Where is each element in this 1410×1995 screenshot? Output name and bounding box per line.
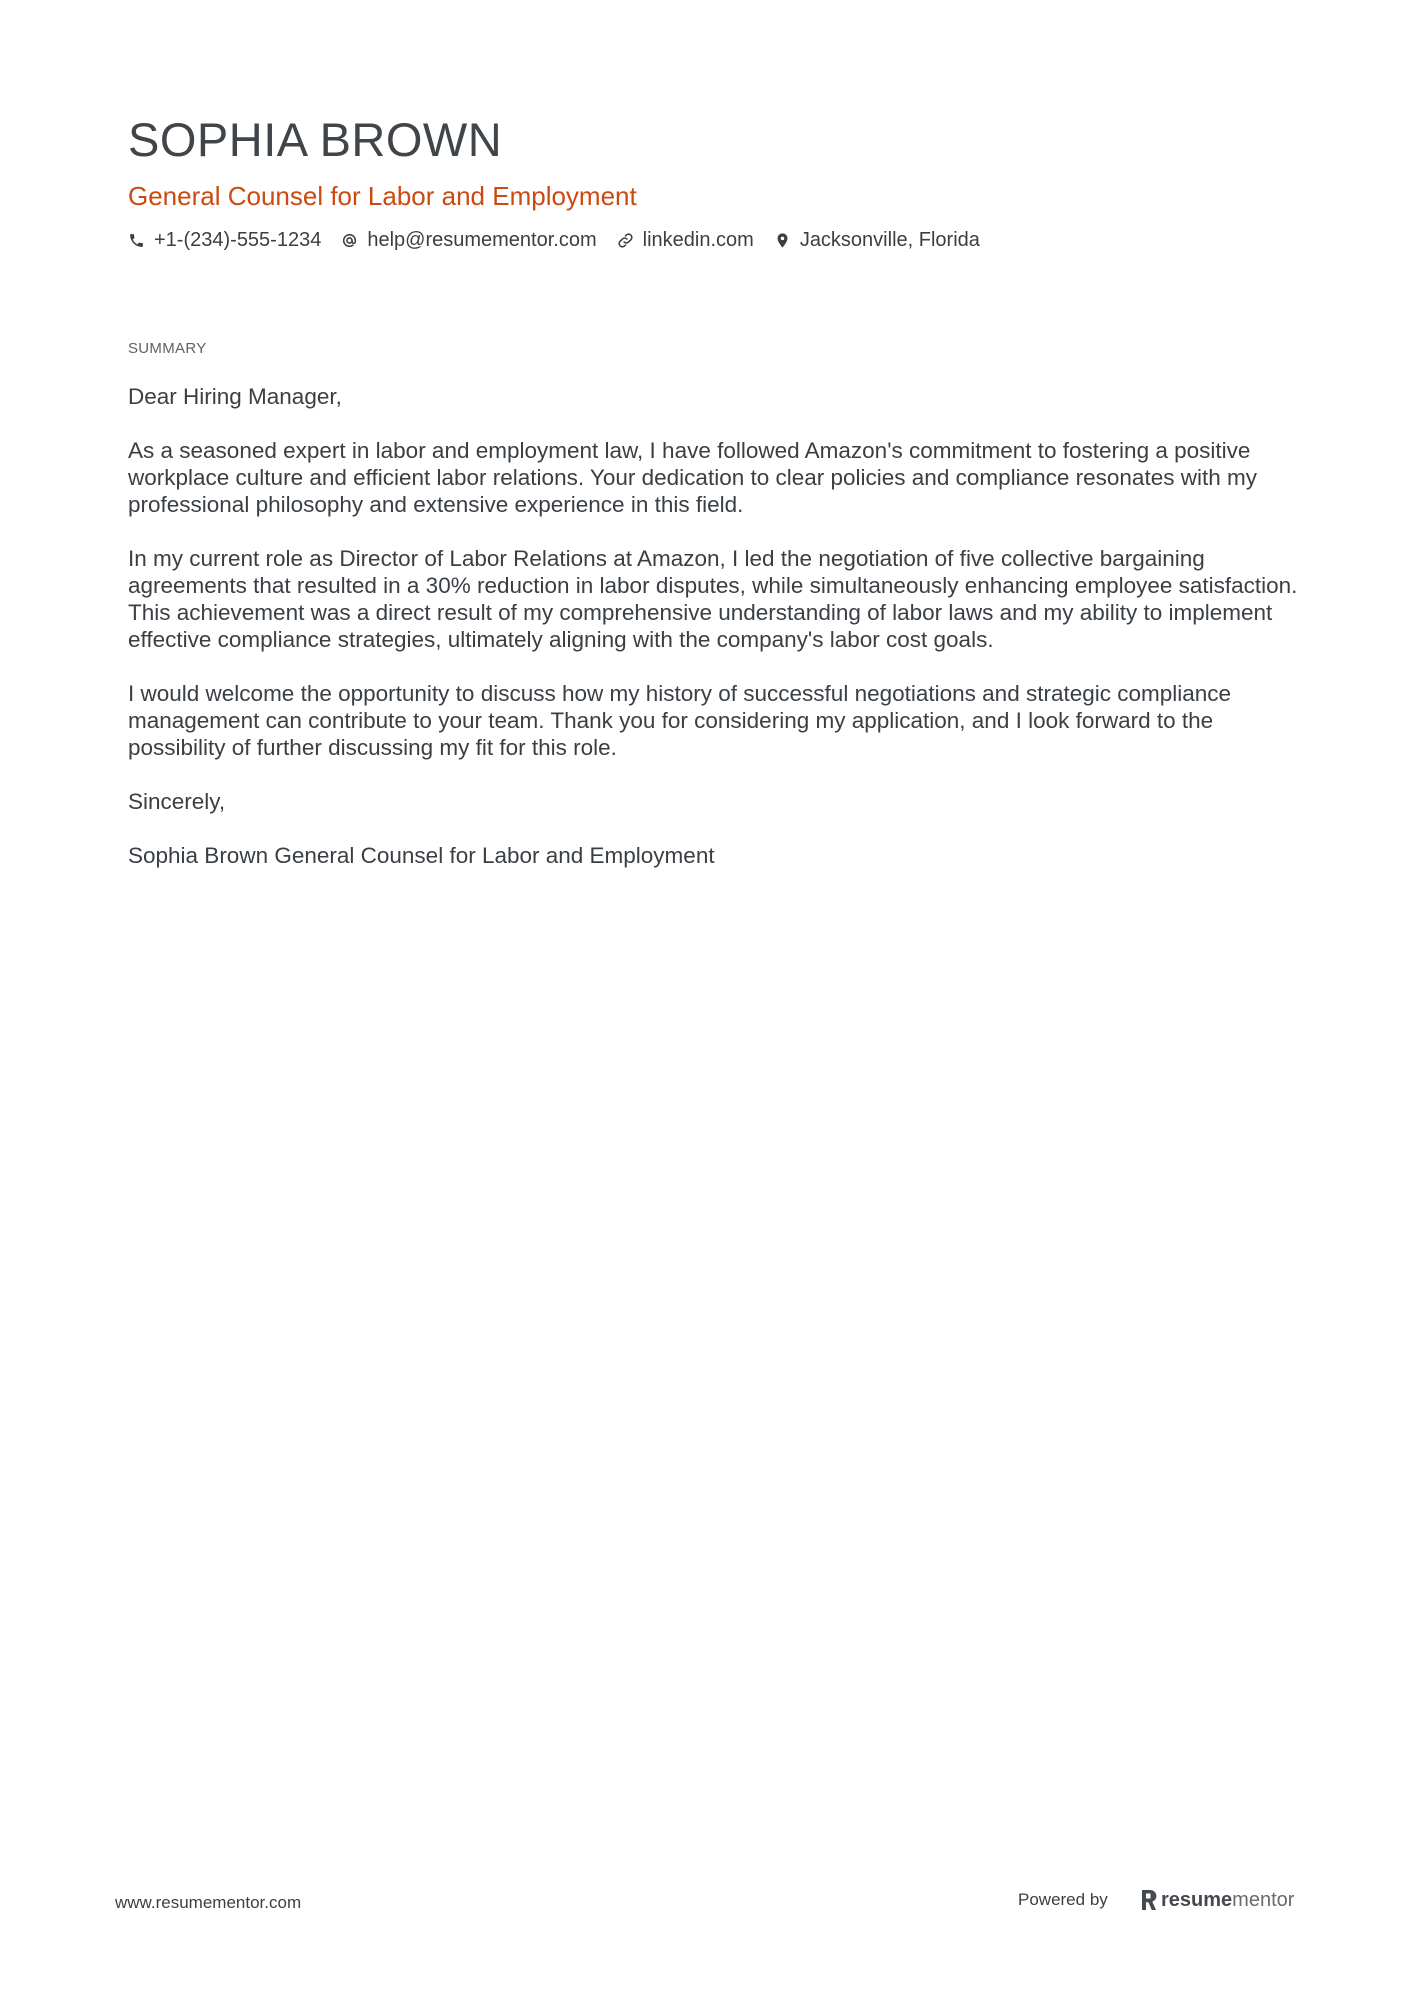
link-icon — [617, 232, 634, 249]
closing: Sincerely, — [128, 789, 226, 814]
powered-by-label: Powered by — [1018, 1890, 1108, 1909]
phone-icon — [128, 232, 145, 249]
letter-body — [128, 383, 1308, 896]
letter-paragraph: As a seasoned expert in labor and employment law, I have followed Amazon's commitment to fostering a positive workplace culture and efficient labor relations. Your dedication to clear policies and compliance resonates with my professional philosophy and extensive experience in this field. — [128, 438, 1257, 517]
candidate-name: SOPHIA BROWN — [128, 113, 503, 166]
signature: Sophia Brown General Counsel for Labor and Employment — [128, 843, 715, 868]
contact-bar — [128, 226, 1000, 254]
email-text: help@resumementor.com — [367, 228, 597, 251]
brand-name-light: mentor — [1232, 1888, 1295, 1911]
letter-paragraph: In my current role as Director of Labor Relations at Amazon, I led the negotiation of five collective bargaining agreements that resulted in a 30% reduction in labor disputes, while simultaneously enhancing employee satisfaction. This achievement was a direct result of my comprehensive understanding of labor laws and my ability to implement effective compliance strategies, ultimately aligning with the company's labor cost goals. — [128, 546, 1298, 652]
location-text: Jacksonville, Florida — [799, 228, 980, 251]
footer-website-link[interactable]: www.resumementor.com — [115, 1893, 302, 1912]
resumementor-logo[interactable] — [1140, 1885, 1294, 1915]
at-icon — [341, 232, 358, 249]
contact-location — [774, 229, 980, 252]
phone-text: +1-(234)-555-1234 — [154, 228, 322, 251]
summary-heading: SUMMARY — [128, 340, 207, 357]
contact-website — [617, 229, 754, 252]
location-pin-icon — [774, 232, 791, 249]
job-title: General Counsel for Labor and Employment — [128, 181, 637, 211]
brand-name-bold: resume — [1161, 1888, 1233, 1911]
website-text: linkedin.com — [642, 228, 754, 251]
contact-email — [341, 229, 596, 252]
salutation: Dear Hiring Manager, — [128, 384, 342, 409]
letter-paragraph: I would welcome the opportunity to discuss how my history of successful negotiations and strategic compliance management can contribute to your team. Thank you for considering my application, and I look forward to the possibility of further discussing my fit for this role. — [128, 681, 1232, 760]
contact-phone — [128, 229, 321, 252]
resumementor-logo-icon — [1140, 1889, 1158, 1911]
